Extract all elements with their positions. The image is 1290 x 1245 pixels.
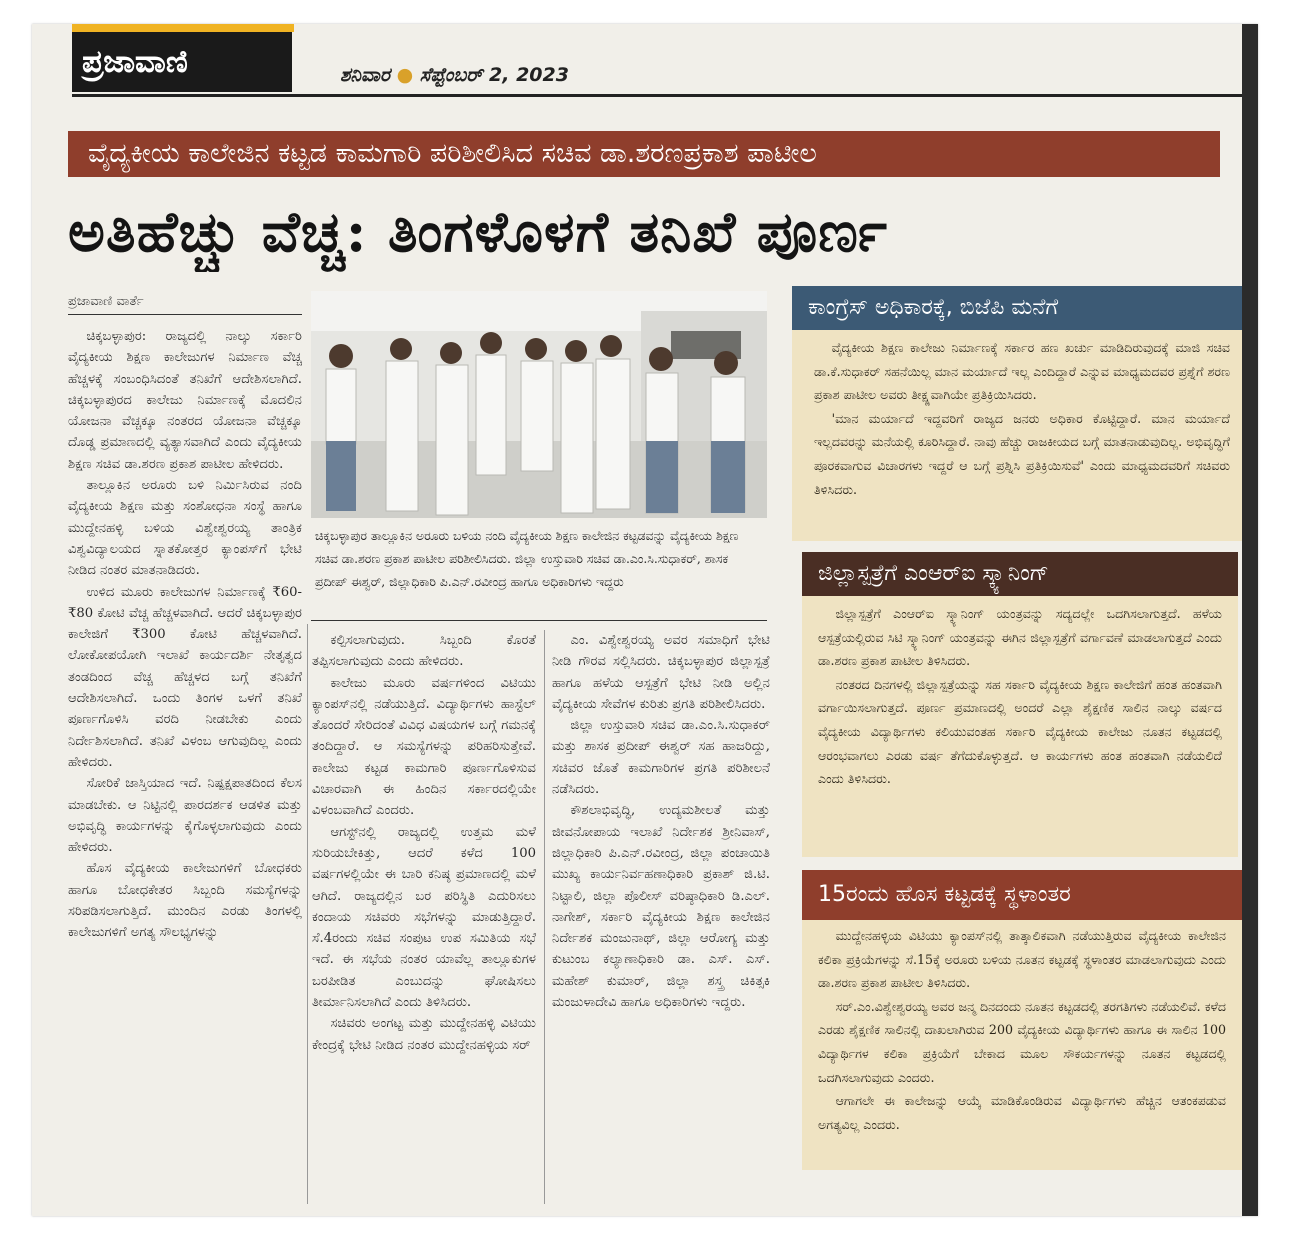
article-paragraph: ಚಿಕ್ಕಬಳ್ಳಾಪುರ: ರಾಜ್ಯದಲ್ಲಿ ನಾಲ್ಕು ಸರ್ಕಾರಿ ವೈದ್ಯಕೀಯ ಶಿಕ್ಷಣ ಕಾಲೇಜುಗಳ ನಿರ್ಮಾಣ ವೆಚ್ಚ ಹೆಚ್ಚಳಕ್ಕೆ ಸಂಬಂಧಿಸಿದಂತೆ ತನಿಖೆಗೆ ಆದೇಶಿಸಲಾಗಿದೆ. ಚಿಕ್ಕಬಳ್ಳಾಪುರದ ಕಾಲೇಜು ನಿರ್ಮಾಣಕ್ಕೆ ಮೊದಲಿನ ಯೋಜನಾ ವೆಚ್ಚಕ್ಕೂ ನಂತರದ ಯೋಜನಾ ವೆಚ್ಚಕ್ಕೂ ದೊಡ್ಡ ಪ್ರಮಾಣದಲ್ಲಿ ವ್ಯತ್ಯಾಸವಾಗಿದೆ ಎಂದು ವೈದ್ಯಕೀಯ ಶಿಕ್ಷಣ ಸಚಿವ ಡಾ.ಶರಣ ಪ್ರಕಾಶ ಪಾಟೀಲ ಹೇಳಿದರು. xyxy=(68,329,302,472)
dateline-day: ಶನಿವಾರ xyxy=(340,64,390,86)
article-paragraph: ಹೊಸ ವೈದ್ಯಕೀಯ ಕಾಲೇಜುಗಳಿಗೆ ಬೋಧಕರು ಹಾಗೂ ಬೋಧಕೇತರ ಸಿಬ್ಬಂದಿ ಸಮಸ್ಯೆಗಳನ್ನು ಸರಿಪಡಿಸಲಾಗುತ್ತಿದೆ. ಮುಂದಿನ ಎರಡು ತಿಂಗಳಲ್ಲಿ ಕಾಲೇಜುಗಳಿಗೆ ಅಗತ್ಯ ಸೌಲಭ್ಯಗಳನ್ನು xyxy=(68,861,302,941)
column-divider xyxy=(307,624,308,1204)
masthead-accent-bar xyxy=(72,24,294,32)
article-paragraph: ಉಳಿದ ಮೂರು ಕಾಲೇಜುಗಳ ನಿರ್ಮಾಣಕ್ಕೆ ₹60-₹80 ಕೋಟಿ ವೆಚ್ಚ ಹೆಚ್ಚಳವಾಗಿದೆ. ಆದರೆ ಚಿಕ್ಕಬಳ್ಳಾಪುರ ಕಾಲೇಜಿಗೆ ₹300 ಕೋಟಿ ಹೆಚ್ಚಳವಾಗಿದೆ. ಲೋಕೋಪಯೋಗಿ ಇಲಾಖೆ ಕಾರ್ಯದರ್ಶಿ ನೇತೃತ್ವದ ತಂಡದಿಂದ ವೆಚ್ಚ ಹೆಚ್ಚಳದ ಬಗ್ಗೆ ತನಿಖೆಗೆ ಆದೇಶಿಸಲಾಗಿದೆ. ಒಂದು ತಿಂಗಳ ಒಳಗೆ ತನಿಖೆ ಪೂರ್ಣಗೊಳಿಸಿ ವರದಿ ನೀಡಬೇಕು ಎಂದು ನಿರ್ದೇಶಿಸಲಾಗಿದೆ. ತನಿಖೆ ವಿಳಂಬ ಆಗುವುದಿಲ್ಲ ಎಂದು ಹೇಳಿದರು. xyxy=(68,584,302,770)
sidebar-paragraph: ಮುದ್ದೇನಹಳ್ಳಿಯ ವಿಟಿಯು ಕ್ಯಾಂಪಸ್‌ನಲ್ಲಿ ತಾತ್ಕಾಲಿಕವಾಗಿ ನಡೆಯುತ್ತಿರುವ ವೈದ್ಯಕೀಯ ಕಾಲೇಜಿನ ಕಲಿಕಾ ಪ್ರಕ್ರಿಯೆಗಳನ್ನು ಸೆ.15ಕ್ಕೆ ಅರೂರು ಬಳಿಯ ನೂತನ ಕಟ್ಟಡಕ್ಕೆ ಸ್ಥಳಾಂತರ ಮಾಡಲಾಗುವುದು ಎಂದು ಡಾ.ಶರಣ ಪ್ರಕಾಶ ಪಾಟೀಲ ತಿಳಿಸಿದರು. xyxy=(818,928,1226,991)
article-column-3 xyxy=(552,630,770,1206)
sidebar-box-mri xyxy=(802,552,1238,857)
article-paragraph: ತಾಲ್ಲೂಕಿನ ಅರೂರು ಬಳಿ ನಿರ್ಮಿಸಿರುವ ನಂದಿ ವೈದ್ಯಕೀಯ ಶಿಕ್ಷಣ ಮತ್ತು ಸಂಶೋಧನಾ ಸಂಸ್ಥೆ ಹಾಗೂ ಮುದ್ದೇನಹಳ್ಳಿ ಬಳಿಯ ವಿಶ್ವೇಶ್ವರಯ್ಯ ತಾಂತ್ರಿಕ ವಿಶ್ವವಿದ್ಯಾಲಯದ ಸ್ನಾತಕೋತ್ತರ ಕ್ಯಾಂಪಸ್‌ಗೆ ಭೇಟಿ ನೀಡಿದ ನಂತರ ಮಾತನಾಡಿದರು. xyxy=(68,478,302,579)
dateline-date: ಸೆಪ್ಟೆಂಬರ್ 2, 2023 xyxy=(419,64,569,86)
article-paragraph: ಕಾಲೇಜು ಮೂರು ವರ್ಷಗಳಿಂದ ವಿಟಿಯು ಕ್ಯಾಂಪಸ್‌ನಲ್ಲಿ ನಡೆಯುತ್ತಿದೆ. ವಿದ್ಯಾರ್ಥಿಗಳು ಹಾಸ್ಟೆಲ್ ತೊಂದರೆ ಸೇರಿದಂತೆ ವಿವಿಧ ವಿಷಯಗಳ ಬಗ್ಗೆ ಗಮನಕ್ಕೆ ತಂದಿದ್ದಾರೆ. ಆ ಸಮಸ್ಯೆಗಳನ್ನು ಪರಿಹರಿಸುತ್ತೇವೆ. ಕಾಲೇಜು ಕಟ್ಟಡ ಕಾಮಗಾರಿ ಪೂರ್ಣಗೊಳಿಸುವ ವಿಚಾರವಾಗಿ ಈ ಹಿಂದಿನ ಸರ್ಕಾರದಲ್ಲಿಯೇ ವಿಳಂಬವಾಗಿದೆ ಎಂದರು. xyxy=(312,675,536,819)
column-divider xyxy=(544,630,545,1204)
photo-caption: ಚಿಕ್ಕಬಳ್ಳಾಪುರ ತಾಲ್ಲೂಕಿನ ಅರೂರು ಬಳಿಯ ನಂದಿ ವೈದ್ಯಕೀಯ ಶಿಕ್ಷಣ ಕಾಲೇಜಿನ ಕಟ್ಟಡವನ್ನು ವೈದ್ಯಕೀಯ ಶಿಕ್ಷಣ ಸಚಿವ ಡಾ.ಶರಣ ಪ್ರಕಾಶ ಪಾಟೀಲ ಪರಿಶೀಲಿಸಿದರು. ಜಿಲ್ಲಾ ಉಸ್ತುವಾರಿ ಸಚಿವ ಡಾ.ಎಂ.ಸಿ.ಸುಧಾಕರ್, ಶಾಸಕ ಪ್ರದೀಪ್ ಈಶ್ವರ್, ಜಿಲ್ಲಾಧಿಕಾರಿ ಪಿ.ಎನ್.ರವೀಂದ್ರ ಹಾಗೂ ಅಧಿಕಾರಿಗಳು ಇದ್ದರು xyxy=(315,528,739,589)
article-paragraph: ಕೌಶಲಾಭಿವೃದ್ಧಿ, ಉದ್ಯಮಶೀಲತೆ ಮತ್ತು ಜೀವನೋಪಾಯ ಇಲಾಖೆ ನಿರ್ದೇಶಕ ಶ್ರೀನಿವಾಸ್, ಜಿಲ್ಲಾಧಿಕಾರಿ ಪಿ.ಎನ್.ರವೀಂದ್ರ, ಜಿಲ್ಲಾ ಪಂಚಾಯಿತಿ ಮುಖ್ಯ ಕಾರ್ಯನಿರ್ವಹಣಾಧಿಕಾರಿ ಪ್ರಕಾಶ್ ಜಿ.ಟಿ. ನಿಟ್ಟಾಲಿ, ಜಿಲ್ಲಾ ಪೊಲೀಸ್ ವರಿಷ್ಠಾಧಿಕಾರಿ ಡಿ.ಎಲ್. ನಾಗೇಶ್, ಸರ್ಕಾರಿ ವೈದ್ಯಕೀಯ ಶಿಕ್ಷಣ ಕಾಲೇಜಿನ ನಿರ್ದೇಶಕ ಮಂಜುನಾಥ್, ಜಿಲ್ಲಾ ಆರೋಗ್ಯ ಮತ್ತು ಕುಟುಂಬ ಕಲ್ಯಾಣಾಧಿಕಾರಿ ಡಾ. ಎಸ್. ಎಸ್. ಮಹೇಶ್ ಕುಮಾರ್, ಜಿಲ್ಲಾ ಶಸ್ತ್ರ ಚಿಕಿತ್ಸಕಿ ಮಂಜುಳಾದೇವಿ ಹಾಗೂ ಅಧಿಕಾರಿಗಳು ಇದ್ದರು. xyxy=(552,803,770,1011)
sidebar-box-relocation xyxy=(802,870,1242,1170)
page-edge-shadow xyxy=(1242,24,1258,1216)
headline: ಅತಿಹೆಚ್ಚು ವೆಚ್ಚ: ತಿಂಗಳೊಳಗೆ ತನಿಖೆ ಪೂರ್ಣ xyxy=(68,199,888,265)
dateline xyxy=(340,64,569,86)
sidebar-box-title: 15ರಂದು ಹೊಸ ಕಟ್ಟಡಕ್ಕೆ ಸ್ಥಳಾಂತರ xyxy=(802,870,1242,920)
article-paragraph: ಜಿಲ್ಲಾ ಉಸ್ತುವಾರಿ ಸಚಿವ ಡಾ.ಎಂ.ಸಿ.ಸುಧಾಕರ್ ಮತ್ತು ಶಾಸಕ ಪ್ರದೀಪ್ ಈಶ್ವರ್ ಸಹ ಹಾಜರಿದ್ದು, ಸಚಿವರ ಜೊತೆ ಕಾಮಗಾರಿಗಳ ಪ್ರಗತಿ ಪರಿಶೀಲನೆ ನಡೆಸಿದರು. xyxy=(552,718,770,798)
sidebar-paragraph: ಜಿಲ್ಲಾಸ್ಪತ್ರೆಗೆ ಎಂಆರ್‌ಐ ಸ್ಕ್ಯಾನಿಂಗ್ ಯಂತ್ರವನ್ನು ಸದ್ಯದಲ್ಲೇ ಒದಗಿಸಲಾಗುತ್ತದೆ. ಹಳೆಯ ಆಸ್ಪತ್ರೆಯಲ್ಲಿರುವ ಸಿಟಿ ಸ್ಕ್ಯಾನಿಂಗ್ ಯಂತ್ರವನ್ನು ಈಗಿನ ಜಿಲ್ಲಾಸ್ಪತ್ರೆಗೆ ವರ್ಗಾವಣೆ ಮಾಡಲಾಗುತ್ತದೆ ಎಂದು ಡಾ.ಶರಣ ಪ್ರಕಾಶ ಪಾಟೀಲ ತಿಳಿಸಿದರು. xyxy=(818,606,1222,669)
masthead-rule xyxy=(72,94,1258,97)
photo-illustration xyxy=(311,291,767,518)
article-paragraph: ಕಲ್ಪಿಸಲಾಗುವುದು. ಸಿಬ್ಬಂದಿ ಕೊರತೆ ತಪ್ಪಿಸಲಾಗುವುದು ಎಂದು ಹೇಳಿದರು. xyxy=(312,633,536,670)
sidebar-box-body xyxy=(802,596,1238,852)
sidebar-box-title: ಜಿಲ್ಲಾಸ್ಪತ್ರೆಗೆ ಎಂಆರ್‌ಐ ಸ್ಕ್ಯಾನಿಂಗ್ xyxy=(802,552,1238,596)
sidebar-paragraph: ವೈದ್ಯಕೀಯ ಶಿಕ್ಷಣ ಕಾಲೇಜು ನಿರ್ಮಾಣಕ್ಕೆ ಸರ್ಕಾರ ಹಣ ಖರ್ಚು ಮಾಡಿದಿರುವುದಕ್ಕೆ ಮಾಜಿ ಸಚಿವ ಡಾ.ಕೆ.ಸುಧಾಕರ್ ಸಹನೆಯಿಲ್ಲ ಮಾನ ಮರ್ಯಾದೆ ಇಲ್ಲ ಎಂದಿದ್ದಾರೆ ಎನ್ನುವ ಮಾಧ್ಯಮದವರ ಪ್ರಶ್ನೆಗೆ ಶರಣ ಪ್ರಕಾಶ ಪಾಟೀಲ ಅವರು ತೀಕ್ಷ್ಣವಾಗಿಯೇ ಪ್ರತಿಕ್ರಿಯಿಸಿದರು. xyxy=(814,340,1230,403)
sidebar-paragraph: ಸರ್.ಎಂ.ವಿಶ್ವೇಶ್ವರಯ್ಯ ಅವರ ಜನ್ಮ ದಿನದಂದು ನೂತನ ಕಟ್ಟಡದಲ್ಲಿ ತರಗತಿಗಳು ನಡೆಯಲಿವೆ. ಕಳೆದ ಎರಡು ಶೈಕ್ಷಣಿಕ ಸಾಲಿನಲ್ಲಿ ದಾಖಲಾಗಿರುವ 200 ವೈದ್ಯಕೀಯ ವಿದ್ಯಾರ್ಥಿಗಳು ಹಾಗೂ ಈ ಸಾಲಿನ 100 ವಿದ್ಯಾರ್ಥಿಗಳ ಕಲಿಕಾ ಪ್ರಕ್ರಿಯೆಗೆ ಬೇಕಾದ ಮೂಲ ಸೌಕರ್ಯಗಳನ್ನು ನೂತನ ಕಟ್ಟಡದಲ್ಲಿ ಒದಗಿಸಲಾಗುವುದು ಎಂದರು. xyxy=(818,998,1226,1085)
newspaper-page xyxy=(32,24,1258,1216)
dateline-separator-icon: ● xyxy=(396,64,420,86)
byline: ಪ್ರಜಾವಾಣಿ ವಾರ್ತೆ xyxy=(68,294,144,309)
caption-rule xyxy=(311,620,767,621)
sidebar-box-title: ಕಾಂಗ್ರೆಸ್ ಅಧಿಕಾರಕ್ಕೆ, ಬಿಜೆಪಿ ಮನೆಗೆ xyxy=(792,286,1248,330)
article-column-1 xyxy=(68,326,302,1206)
byline-rule xyxy=(68,314,302,315)
sidebar-paragraph: ನಂತರದ ದಿನಗಳಲ್ಲಿ ಜಿಲ್ಲಾಸ್ಪತ್ರೆಯನ್ನು ಸಹ ಸರ್ಕಾರಿ ವೈದ್ಯಕೀಯ ಶಿಕ್ಷಣ ಕಾಲೇಜಿಗೆ ಹಂತ ಹಂತವಾಗಿ ವರ್ಗಾಯಿಸಲಾಗುತ್ತದೆ. ಪೂರ್ಣ ಪ್ರಮಾಣದಲ್ಲಿ ಅಂದರೆ ಎಲ್ಲಾ ಶೈಕ್ಷಣಿಕ ಸಾಲಿನ ನಾಲ್ಕು ವರ್ಷದ ವೈದ್ಯಕೀಯ ವಿದ್ಯಾರ್ಥಿಗಳು ಕಲಿಯುವಂತಹ ಸರ್ಕಾರಿ ವೈದ್ಯಕೀಯ ಕಾಲೇಜು ನೂತನ ಕಟ್ಟಡದಲ್ಲಿ ಆರಂಭವಾಗಲು ಎರಡು ವರ್ಷ ತೆಗೆದುಕೊಳ್ಳುತ್ತದೆ. ಆ ಕಾರ್ಯಗಳು ಹಂತ ಹಂತವಾಗಿ ನಡೆಯಲಿದೆ ಎಂದು ತಿಳಿಸಿದರು. xyxy=(818,676,1222,787)
article-paragraph: ಎಂ. ವಿಶ್ವೇಶ್ವರಯ್ಯ ಅವರ ಸಮಾಧಿಗೆ ಭೇಟಿ ನೀಡಿ ಗೌರವ ಸಲ್ಲಿಸಿದರು. ಚಿಕ್ಕಬಳ್ಳಾಪುರ ಜಿಲ್ಲಾಸ್ಪತ್ರೆ ಹಾಗೂ ಹಳೆಯ ಆಸ್ಪತ್ರೆಗೆ ಭೇಟಿ ನೀಡಿ ಅಲ್ಲಿನ ವೈದ್ಯಕೀಯ ಸೇವೆಗಳ ಕುರಿತು ಪ್ರಗತಿ ಪರಿಶೀಲಿಸಿದರು. xyxy=(552,633,770,712)
sidebar-box-congress xyxy=(792,286,1248,541)
article-column-2 xyxy=(312,630,536,1206)
article-paragraph: ಸೋರಿಕೆ ಜಾಸ್ತಿಯಾದ ಇದೆ. ನಿಷ್ಪಕ್ಷಪಾತದಿಂದ ಕೆಲಸ ಮಾಡಬೇಕು. ಆ ನಿಟ್ಟಿನಲ್ಲಿ ಪಾರದರ್ಶಕ ಆಡಳಿತ ಮತ್ತು ಅಭಿವೃದ್ಧಿ ಕಾರ್ಯಗಳನ್ನು ಕೈಗೊಳ್ಳಲಾಗುವುದು ಎಂದು ಹೇಳಿದರು. xyxy=(68,776,302,856)
sidebar-paragraph: 'ಮಾನ ಮರ್ಯಾದೆ ಇದ್ದವರಿಗೆ ರಾಜ್ಯದ ಜನರು ಅಧಿಕಾರ ಕೊಟ್ಟಿದ್ದಾರೆ. ಮಾನ ಮರ್ಯಾದೆ ಇಲ್ಲದವರನ್ನು ಮನೆಯಲ್ಲಿ ಕೂರಿಸಿದ್ದಾರೆ. ನಾವು ಹೆಚ್ಚು ರಾಜಕೀಯದ ಬಗ್ಗೆ ಮಾತನಾಡುವುದಿಲ್ಲ. ಅಭಿವೃದ್ಧಿಗೆ ಪೂರಕವಾಗುವ ವಿಚಾರಗಳು ಇದ್ದರೆ ಆ ಬಗ್ಗೆ ಪ್ರಶ್ನಿಸಿ ಪ್ರತಿಕ್ರಿಯಿಸುವೆ' ಎಂದು ಮಾಧ್ಯಮದವರಿಗೆ ಸಚಿವರು ತಿಳಿಸಿದರು. xyxy=(814,410,1230,497)
masthead-logo: ಪ್ರಜಾವಾಣಿ xyxy=(72,32,292,92)
sidebar-box-body xyxy=(792,330,1248,536)
sidebar-box-body xyxy=(802,920,1242,1164)
article-paragraph: ಸಚಿವರು ಅಂಗಟ್ಟ ಮತ್ತು ಮುದ್ದೇನಹಳ್ಳಿ ವಿಟಿಯು ಕೇಂದ್ರಕ್ಕೆ ಭೇಟಿ ನೀಡಿದ ನಂತರ ಮುದ್ದೇನಹಳ್ಳಿಯ ಸರ್ xyxy=(312,1016,536,1053)
kicker-banner: ವೈದ್ಯಕೀಯ ಕಾಲೇಜಿನ ಕಟ್ಟಡ ಕಾಮಗಾರಿ ಪರಿಶೀಲಿಸಿದ ಸಚಿವ ಡಾ.ಶರಣಪ್ರಕಾಶ ಪಾಟೀಲ xyxy=(68,131,1220,177)
article-paragraph: ಆಗಸ್ಟ್‌ನಲ್ಲಿ ರಾಜ್ಯದಲ್ಲಿ ಉತ್ತಮ ಮಳೆ ಸುರಿಯಬೇಕಿತ್ತು, ಆದರೆ ಕಳೆದ 100 ವರ್ಷಗಳಲ್ಲಿಯೇ ಈ ಬಾರಿ ಕನಿಷ್ಠ ಪ್ರಮಾಣದಲ್ಲಿ ಮಳೆ ಆಗಿದೆ. ರಾಜ್ಯದಲ್ಲಿನ ಬರ ಪರಿಸ್ಥಿತಿ ಎದುರಿಸಲು ಕಂದಾಯ ಸಚಿವರು ಸಭೆಗಳನ್ನು ಮಾಡುತ್ತಿದ್ದಾರೆ. ಸೆ.4ರಂದು ಸಚಿವ ಸಂಪುಟ ಉಪ ಸಮಿತಿಯ ಸಭೆ ಇದೆ. ಈ ಸಭೆಯ ನಂತರ ಯಾವೆಲ್ಲ ತಾಲ್ಲೂಕುಗಳ ಬರಪೀಡಿತ ಎಂಬುದನ್ನು ಘೋಷಿಸಲು ತೀರ್ಮಾನಿಸಲಾಗಿದೆ ಎಂದು ತಿಳಿಸಿದರು. xyxy=(312,824,536,1011)
sidebar-paragraph: ಆಗಾಗಲೇ ಈ ಕಾಲೇಜನ್ನು ಆಯ್ಕೆ ಮಾಡಿಕೊಂಡಿರುವ ವಿದ್ಯಾರ್ಥಿಗಳು ಹೆಚ್ಚಿನ ಆತಂಕಪಡುವ ಅಗತ್ಯವಿಲ್ಲ ಎಂದರು. xyxy=(818,1093,1226,1132)
news-photo xyxy=(311,291,767,518)
